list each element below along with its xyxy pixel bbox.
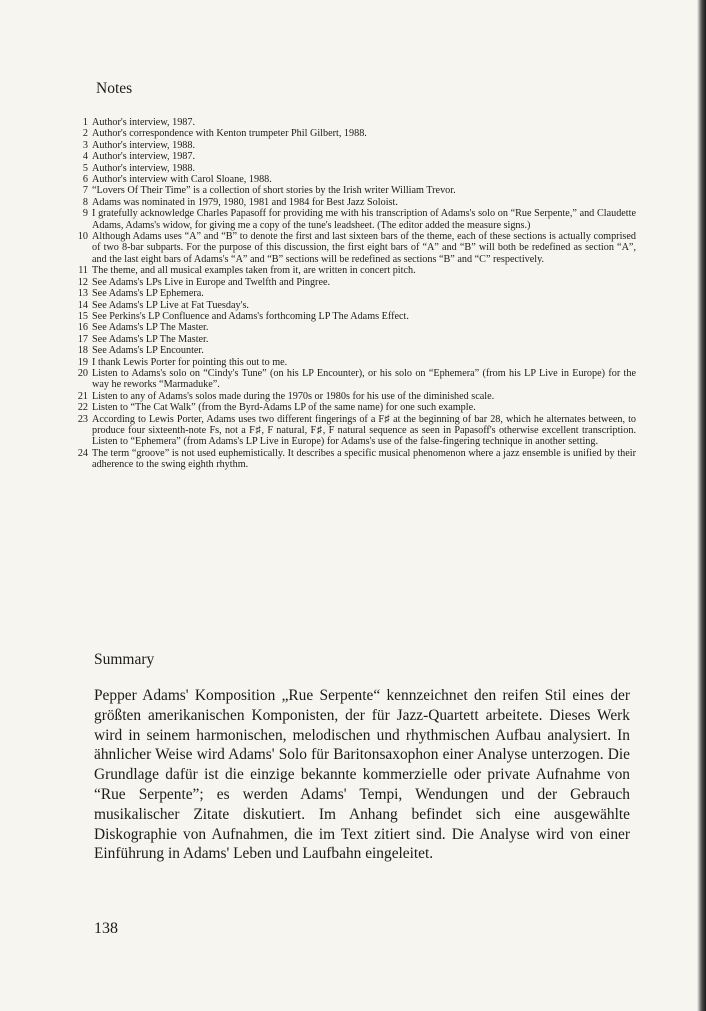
note-item: [76, 300, 636, 311]
note-number: 22: [77, 402, 88, 414]
note-item: [76, 265, 636, 276]
note-text: The theme, and all musical examples taken from it, are written in concert pitch.: [92, 265, 416, 277]
note-text: Listen to any of Adams's solos made during the 1970s or 1980s for his use of the diminished scale.: [92, 390, 495, 402]
note-text: Author's interview, 1988.: [92, 139, 196, 151]
note-text: I thank Lewis Porter for pointing this out to me.: [92, 356, 288, 368]
note-item: [76, 322, 636, 333]
note-item: [76, 128, 636, 139]
note-number: 11: [78, 265, 88, 277]
note-number: 17: [77, 333, 88, 345]
note-number: 4: [82, 151, 88, 163]
note-item: [76, 448, 636, 471]
note-text: See Adams's LP The Master.: [92, 333, 209, 345]
note-text: Adams was nominated in 1979, 1980, 1981 and 1984 for Best Jazz Soloist.: [92, 196, 398, 208]
note-item: [76, 208, 636, 231]
note-text: Listen to Adams's solo on “Cindy's Tune” (on his LP Encounter), or his solo on “Ephemera” (from his LP Live in Europe) for the way he reworks “Marmaduke”.: [92, 367, 636, 391]
note-item: [76, 174, 636, 185]
note-text: Author's interview, 1988.: [92, 162, 196, 174]
note-text: See Perkins's LP Confluence and Adams's forthcoming LP The Adams Effect.: [92, 310, 409, 322]
note-item: [76, 197, 636, 208]
note-number: 13: [77, 288, 88, 300]
note-number: 16: [77, 322, 88, 334]
note-number: 24: [77, 447, 88, 459]
note-number: 19: [77, 356, 88, 368]
page-edge-shadow: [697, 0, 706, 1011]
note-text: See Adams's LP The Master.: [92, 322, 209, 334]
note-item: [76, 391, 636, 402]
note-number: 7: [82, 185, 88, 197]
note-item: [76, 288, 636, 299]
note-number: 3: [82, 139, 88, 151]
note-text: “Lovers Of Their Time” is a collection of short stories by the Irish writer William Trevor.: [92, 185, 456, 197]
note-item: [76, 402, 636, 413]
note-item: [76, 185, 636, 196]
note-number: 14: [77, 299, 88, 311]
note-number: 1: [82, 117, 88, 128]
note-item: [76, 163, 636, 174]
note-item: [76, 151, 636, 162]
note-item: [76, 231, 636, 265]
note-number: 10: [77, 231, 88, 243]
note-number: 12: [77, 276, 88, 288]
note-text: See Adams's LPs Live in Europe and Twelfth and Pingree.: [92, 276, 331, 288]
note-text: Listen to “The Cat Walk” (from the Byrd-Adams LP of the same name) for one such example.: [92, 402, 476, 414]
summary-heading: Summary: [94, 651, 155, 668]
note-text: According to Lewis Porter, Adams uses two different fingerings of a F♯ at the beginning of bar 28, which he alternates between, to produce four sixteenth-note Fs, not a F♯, F natural, F♯, F natural sequence as seen in Papasoff's otherwise excellent transcription. Listen to “Ephemera” (from Adams's LP Live in Europe) for Adams's use of the false-fingering technique in another setting.: [92, 413, 636, 448]
note-number: 9: [82, 208, 88, 220]
note-number: 15: [77, 310, 88, 322]
note-number: 8: [82, 196, 88, 208]
note-item: [76, 345, 636, 356]
note-item: [76, 368, 636, 391]
notes-list: [76, 117, 636, 471]
note-number: 23: [77, 413, 88, 425]
note-text: See Adams's LP Live at Fat Tuesday's.: [92, 299, 249, 311]
note-text: Although Adams uses “A” and “B” to denote the first and last sixteen bars of the theme, each of these sections is actually comprised of two 8-bar subparts. For the purpose of this discussion, the first eight bars of “A” and “B” will both be redefined as section “A”, and the last eight bars of Adams's “A” and “B” sections will be redefined as sections “B” and “C” respectively.: [92, 231, 636, 265]
note-item: [76, 117, 636, 128]
notes-heading: Notes: [96, 80, 133, 97]
note-item: [76, 357, 636, 368]
note-number: 6: [82, 174, 88, 186]
note-item: [76, 277, 636, 288]
note-item: [76, 311, 636, 322]
note-item: [76, 414, 636, 448]
note-number: 2: [82, 128, 88, 140]
note-number: 18: [77, 345, 88, 357]
note-text: Author's interview with Carol Sloane, 1988.: [92, 174, 272, 186]
summary-paragraph: Pepper Adams' Komposition „Rue Serpente“ kennzeichnet den reifen Stil eines der größten amerikanischen Komponisten, der für Jazz-Quartett arbeitete. Dieses Werk wird in seinem harmonischen, melodischen und rhythmischen Aufbau analysiert. In ähnlicher Weise wird Adams' Solo für Baritonsaxophon einer Analyse unterzogen. Die Grundlage dafür ist die einzige bekannte kommerzielle oder private Aufnahme von “Rue Serpente”; es werden Adams' Tempi, Wendungen und der Gebrauch musikalischer Zitate diskutiert. Im Anhang befindet sich eine ausgewählte Diskographie von Aufnahmen, die im Text zitiert sind. Die Analyse wird von einer Einführung in Adams' Leben und Laufbahn eingeleitet.: [94, 687, 630, 863]
note-text: Author's correspondence with Kenton trumpeter Phil Gilbert, 1988.: [92, 128, 367, 140]
note-item: [76, 140, 636, 151]
page-number: 138: [94, 920, 118, 937]
note-text: Author's interview, 1987.: [92, 117, 196, 128]
note-text: The term “groove” is not used euphemistically. It describes a specific musical phenomenon where a jazz ensemble is unified by their adherence to the swing eighth rhythm.: [92, 447, 636, 471]
note-item: [76, 334, 636, 345]
note-number: 20: [77, 367, 88, 379]
note-number: 5: [82, 162, 88, 174]
note-text: Author's interview, 1987.: [92, 151, 196, 163]
note-text: See Adams's LP Ephemera.: [92, 288, 204, 300]
note-text: See Adams's LP Encounter.: [92, 345, 204, 357]
note-text: I gratefully acknowledge Charles Papasoff for providing me with his transcription of Adams's solo on “Rue Serpente,” and Claudette Adams, Adams's widow, for giving me a copy of the tune's leadsheet. (The editor added the measure signs.): [92, 208, 636, 231]
note-number: 21: [77, 390, 88, 402]
